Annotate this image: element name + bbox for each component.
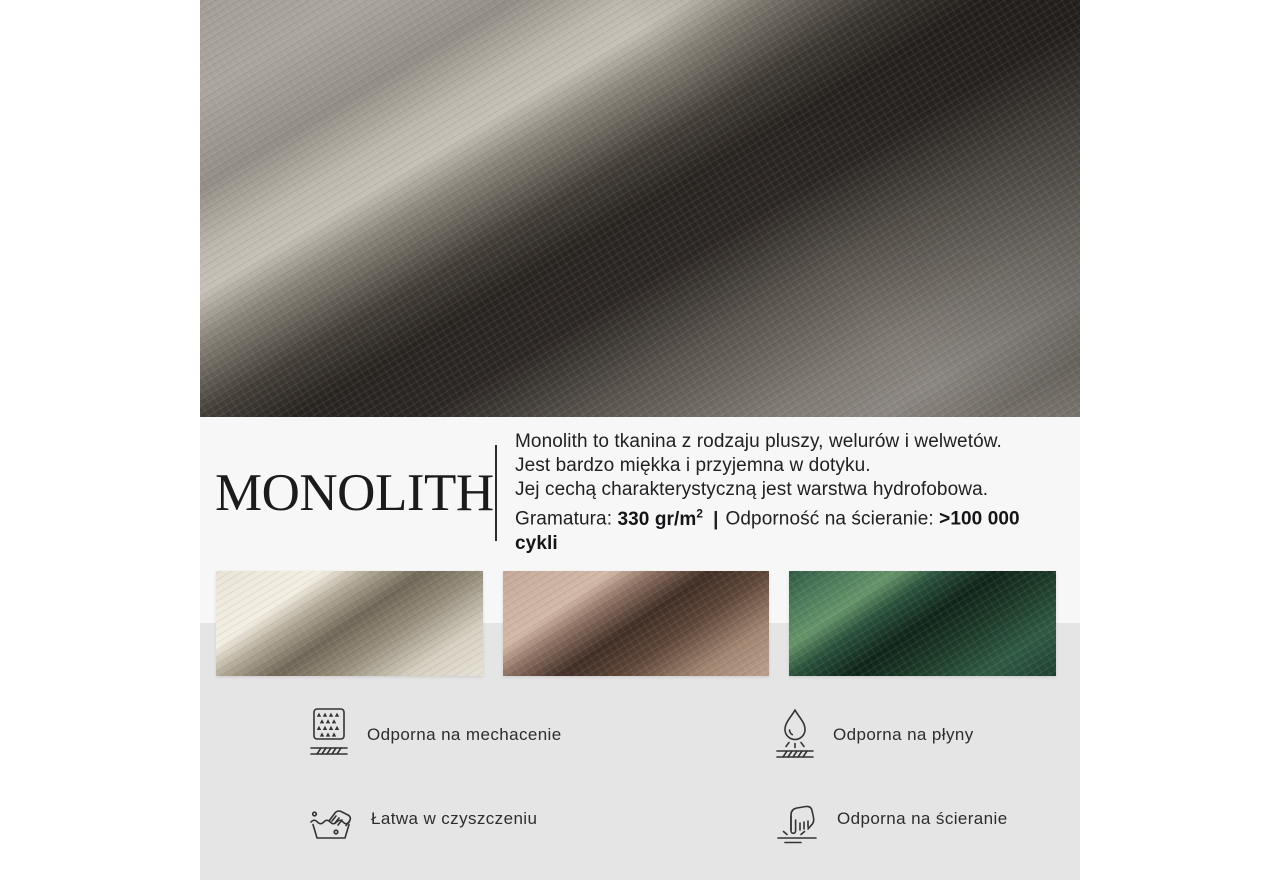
feature-label: Odporna na ścieranie [837,809,1008,828]
swatch-cream [216,571,483,676]
swatch-green [789,571,1056,676]
hero-fabric-image [200,0,1080,417]
swatch-taupe [503,571,770,676]
feature-anti-pilling [305,703,771,767]
title-box [215,445,495,541]
spec-line [515,502,1056,555]
weight-label: Gramatura: [515,508,618,530]
easy-cleaning-icon [305,791,357,847]
fabric-title: MONOLITH [215,464,494,522]
feature-label: Łatwa w czyszczeniu [371,809,538,828]
spec-separator: | [713,508,719,530]
anti-pilling-icon [305,706,353,764]
feature-label: Odporna na mechacenie [367,725,562,744]
abrasion-value: >100 000 cykli [515,508,1020,554]
features-grid [305,703,1080,851]
feature-abrasion-resistant [771,787,1080,851]
info-band [200,417,1080,676]
abrasion-label: Odporność na ścieranie: [725,508,940,530]
feature-label: Odporna na płyny [833,725,974,744]
abrasion-resistant-icon [771,789,823,849]
feature-easy-cleaning [305,787,771,851]
weight-superscript: 2 [696,507,704,521]
description-line-2: Jest bardzo miękka i przyjemna w dotyku. [515,455,871,477]
info-row [200,431,1080,554]
weight-value: 330 $gr/m^2$ [617,507,704,530]
fabric-description [497,431,1056,554]
description-line-3: Jej cechą charakterystyczną jest warstwa hydrofobowa. [515,479,989,501]
liquid-resistant-icon [771,706,819,764]
swatch-row [200,571,1080,676]
content-column [200,0,1080,880]
feature-liquid-resistant [771,703,1080,767]
description-line-1: Monolith to tkanina z rodzaju pluszy, welurów i welwetów. [515,431,1002,453]
